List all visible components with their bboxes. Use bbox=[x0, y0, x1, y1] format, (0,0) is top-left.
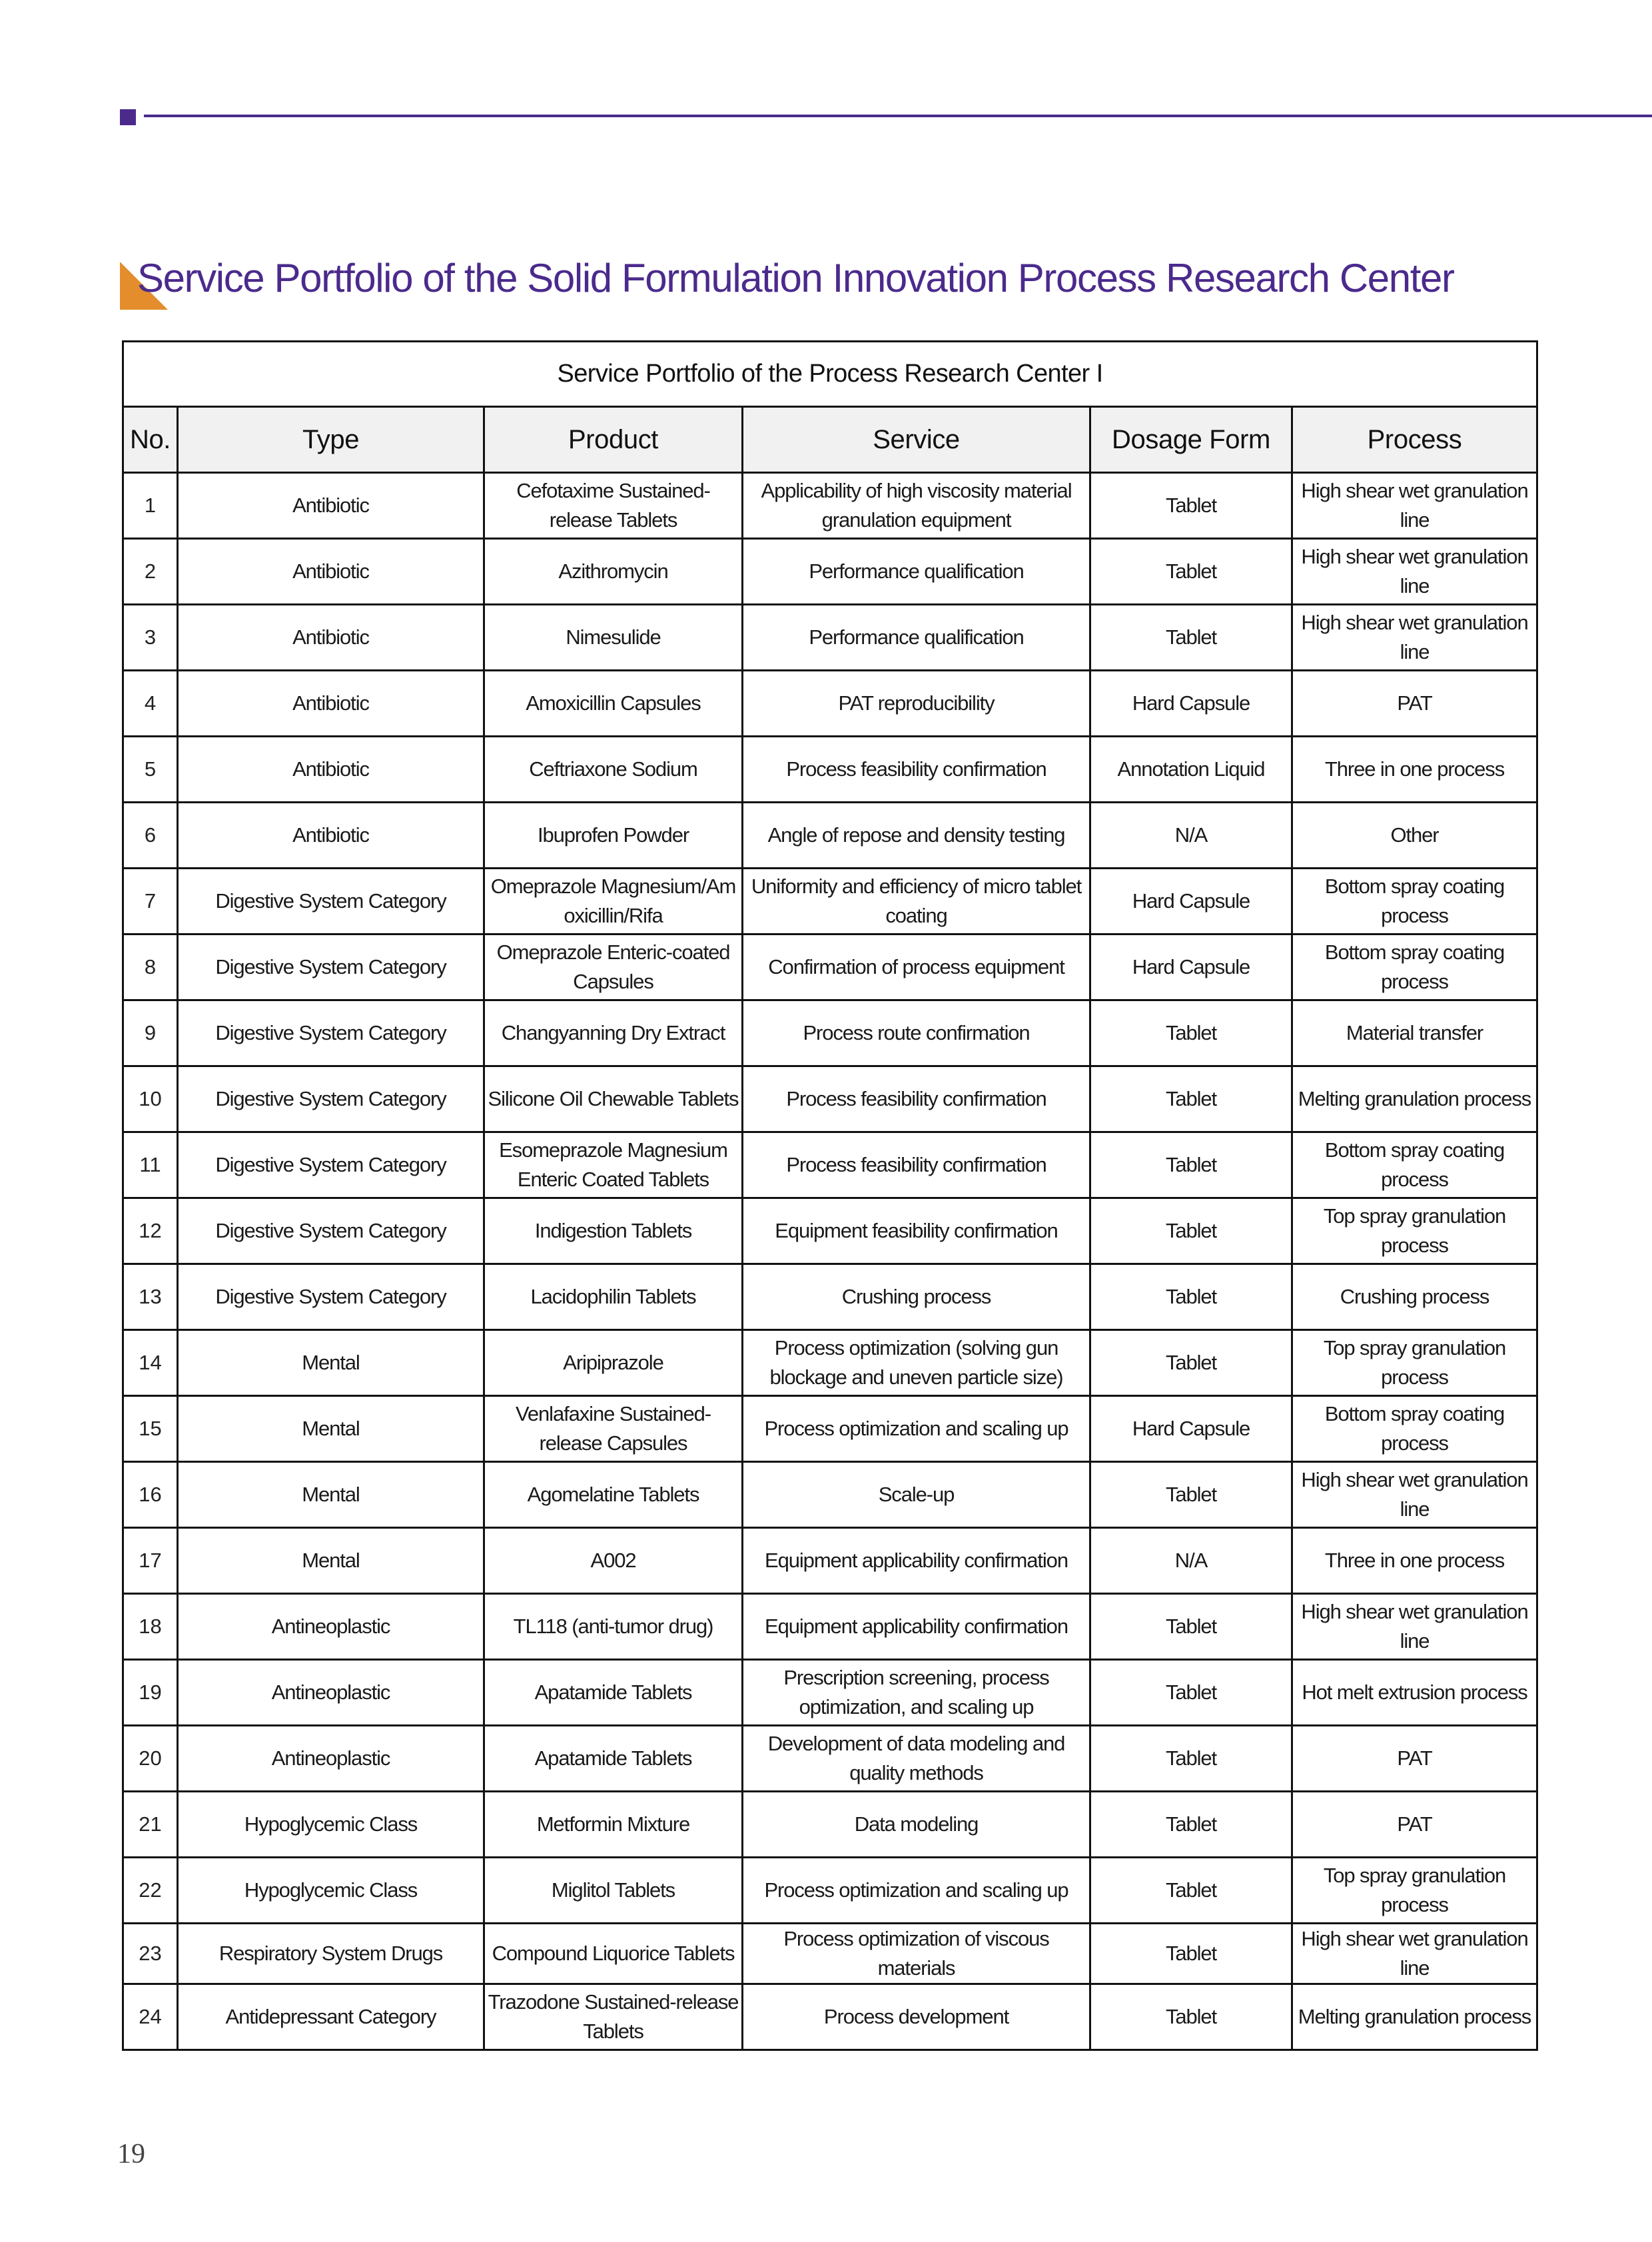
cell-no: 3 bbox=[123, 605, 178, 671]
table-row bbox=[123, 1924, 1537, 1984]
cell-no: 23 bbox=[123, 1924, 178, 1984]
cell-service: Process feasibility confirmation bbox=[743, 1066, 1090, 1132]
cell-dosage-form: N/A bbox=[1090, 803, 1292, 869]
cell-type: Hypoglycemic Class bbox=[178, 1858, 484, 1924]
cell-product: Compound Liquorice Tablets bbox=[484, 1924, 743, 1984]
cell-product: A002 bbox=[484, 1528, 743, 1594]
cell-service: Equipment applicability confirmation bbox=[743, 1528, 1090, 1594]
cell-type: Respiratory System Drugs bbox=[178, 1924, 484, 1984]
cell-service: PAT reproducibility bbox=[743, 671, 1090, 737]
cell-product: Apatamide Tablets bbox=[484, 1660, 743, 1726]
cell-no: 5 bbox=[123, 737, 178, 803]
cell-type: Mental bbox=[178, 1330, 484, 1396]
table-caption: Service Portfolio of the Process Research Center I bbox=[123, 342, 1537, 407]
table-caption-row bbox=[123, 342, 1537, 407]
cell-type: Antibiotic bbox=[178, 605, 484, 671]
cell-process: PAT bbox=[1292, 671, 1537, 737]
cell-process: High shear wet granulation line bbox=[1292, 1924, 1537, 1984]
cell-service: Process optimization of viscous materials bbox=[743, 1924, 1090, 1984]
cell-no: 14 bbox=[123, 1330, 178, 1396]
cell-type: Mental bbox=[178, 1396, 484, 1462]
column-header-service: Service bbox=[743, 407, 1090, 473]
cell-dosage-form: Tablet bbox=[1090, 1924, 1292, 1984]
cell-dosage-form: Tablet bbox=[1090, 1726, 1292, 1792]
cell-no: 19 bbox=[123, 1660, 178, 1726]
cell-product: Omeprazole Magnesium/Amoxicillin/Rifa bbox=[484, 869, 743, 934]
cell-type: Digestive System Category bbox=[178, 934, 484, 1000]
cell-dosage-form: Tablet bbox=[1090, 1594, 1292, 1660]
table-row bbox=[123, 539, 1537, 605]
cell-service: Uniformity and efficiency of micro tablet coating bbox=[743, 869, 1090, 934]
cell-no: 2 bbox=[123, 539, 178, 605]
table-row bbox=[123, 934, 1537, 1000]
cell-dosage-form: Tablet bbox=[1090, 1000, 1292, 1066]
cell-no: 10 bbox=[123, 1066, 178, 1132]
cell-product: Agomelatine Tablets bbox=[484, 1462, 743, 1528]
cell-no: 12 bbox=[123, 1198, 178, 1264]
page-title: Service Portfolio of the Solid Formulation Innovation Process Research Center bbox=[137, 256, 1454, 300]
table-row bbox=[123, 473, 1537, 539]
cell-service: Performance qualification bbox=[743, 539, 1090, 605]
cell-product: Lacidophilin Tablets bbox=[484, 1264, 743, 1330]
cell-process: High shear wet granulation line bbox=[1292, 1594, 1537, 1660]
table-header-row bbox=[123, 407, 1537, 473]
cell-service: Performance qualification bbox=[743, 605, 1090, 671]
cell-no: 11 bbox=[123, 1132, 178, 1198]
table-row bbox=[123, 1330, 1537, 1396]
cell-no: 18 bbox=[123, 1594, 178, 1660]
cell-type: Hypoglycemic Class bbox=[178, 1792, 484, 1858]
cell-dosage-form: Tablet bbox=[1090, 1264, 1292, 1330]
cell-process: Bottom spray coating process bbox=[1292, 1396, 1537, 1462]
cell-service: Angle of repose and density testing bbox=[743, 803, 1090, 869]
column-header-dosage-form: Dosage Form bbox=[1090, 407, 1292, 473]
table-row bbox=[123, 1594, 1537, 1660]
cell-dosage-form: Tablet bbox=[1090, 1330, 1292, 1396]
cell-process: High shear wet granulation line bbox=[1292, 539, 1537, 605]
cell-type: Antineoplastic bbox=[178, 1660, 484, 1726]
cell-process: Crushing process bbox=[1292, 1264, 1537, 1330]
cell-no: 8 bbox=[123, 934, 178, 1000]
cell-product: Miglitol Tablets bbox=[484, 1858, 743, 1924]
cell-no: 16 bbox=[123, 1462, 178, 1528]
cell-dosage-form: Tablet bbox=[1090, 1660, 1292, 1726]
cell-process: PAT bbox=[1292, 1726, 1537, 1792]
column-header-process: Process bbox=[1292, 407, 1537, 473]
cell-product: Trazodone Sustained-release Tablets bbox=[484, 1984, 743, 2050]
service-portfolio-table bbox=[122, 340, 1538, 2051]
cell-type: Digestive System Category bbox=[178, 869, 484, 934]
cell-no: 9 bbox=[123, 1000, 178, 1066]
cell-product: Omeprazole Enteric-coated Capsules bbox=[484, 934, 743, 1000]
cell-dosage-form: N/A bbox=[1090, 1528, 1292, 1594]
cell-process: Material transfer bbox=[1292, 1000, 1537, 1066]
cell-dosage-form: Tablet bbox=[1090, 1792, 1292, 1858]
cell-service: Process development bbox=[743, 1984, 1090, 2050]
table-row bbox=[123, 1198, 1537, 1264]
cell-dosage-form: Tablet bbox=[1090, 1858, 1292, 1924]
table-row bbox=[123, 1396, 1537, 1462]
cell-type: Antibiotic bbox=[178, 803, 484, 869]
cell-process: Melting granulation process bbox=[1292, 1984, 1537, 2050]
table-row bbox=[123, 1726, 1537, 1792]
cell-process: High shear wet granulation line bbox=[1292, 473, 1537, 539]
cell-dosage-form: Hard Capsule bbox=[1090, 671, 1292, 737]
cell-no: 17 bbox=[123, 1528, 178, 1594]
cell-product: Azithromycin bbox=[484, 539, 743, 605]
cell-type: Mental bbox=[178, 1462, 484, 1528]
cell-no: 7 bbox=[123, 869, 178, 934]
cell-service: Scale-up bbox=[743, 1462, 1090, 1528]
cell-type: Antineoplastic bbox=[178, 1726, 484, 1792]
cell-no: 4 bbox=[123, 671, 178, 737]
cell-service: Process optimization (solving gun blockage and uneven particle size) bbox=[743, 1330, 1090, 1396]
table-row bbox=[123, 737, 1537, 803]
cell-service: Process optimization and scaling up bbox=[743, 1396, 1090, 1462]
cell-product: Amoxicillin Capsules bbox=[484, 671, 743, 737]
cell-no: 1 bbox=[123, 473, 178, 539]
cell-product: Ibuprofen Powder bbox=[484, 803, 743, 869]
cell-no: 21 bbox=[123, 1792, 178, 1858]
cell-dosage-form: Tablet bbox=[1090, 1462, 1292, 1528]
cell-type: Antibiotic bbox=[178, 737, 484, 803]
table-row bbox=[123, 605, 1537, 671]
cell-dosage-form: Tablet bbox=[1090, 539, 1292, 605]
cell-service: Development of data modeling and quality methods bbox=[743, 1726, 1090, 1792]
cell-process: High shear wet granulation line bbox=[1292, 1462, 1537, 1528]
table-row bbox=[123, 1528, 1537, 1594]
cell-type: Digestive System Category bbox=[178, 1132, 484, 1198]
cell-product: Esomeprazole Magnesium Enteric Coated Tablets bbox=[484, 1132, 743, 1198]
cell-product: TL118 (anti-tumor drug) bbox=[484, 1594, 743, 1660]
cell-process: Bottom spray coating process bbox=[1292, 1132, 1537, 1198]
cell-dosage-form: Tablet bbox=[1090, 1198, 1292, 1264]
header-rule bbox=[144, 115, 1652, 117]
cell-service: Crushing process bbox=[743, 1264, 1090, 1330]
cell-product: Apatamide Tablets bbox=[484, 1726, 743, 1792]
page-number: 19 bbox=[117, 2139, 145, 2169]
cell-type: Mental bbox=[178, 1528, 484, 1594]
header-square-marker bbox=[120, 109, 136, 125]
cell-process: Bottom spray coating process bbox=[1292, 869, 1537, 934]
cell-dosage-form: Hard Capsule bbox=[1090, 869, 1292, 934]
cell-dosage-form: Tablet bbox=[1090, 1984, 1292, 2050]
table-row bbox=[123, 1792, 1537, 1858]
cell-product: Indigestion Tablets bbox=[484, 1198, 743, 1264]
cell-type: Antibiotic bbox=[178, 671, 484, 737]
table-row bbox=[123, 803, 1537, 869]
cell-product: Changyanning Dry Extract bbox=[484, 1000, 743, 1066]
cell-dosage-form: Tablet bbox=[1090, 1066, 1292, 1132]
cell-process: Melting granulation process bbox=[1292, 1066, 1537, 1132]
table-row bbox=[123, 1462, 1537, 1528]
cell-type: Antineoplastic bbox=[178, 1594, 484, 1660]
cell-no: 13 bbox=[123, 1264, 178, 1330]
cell-process: PAT bbox=[1292, 1792, 1537, 1858]
cell-service: Applicability of high viscosity material granulation equipment bbox=[743, 473, 1090, 539]
cell-product: Nimesulide bbox=[484, 605, 743, 671]
cell-type: Digestive System Category bbox=[178, 1000, 484, 1066]
cell-process: Three in one process bbox=[1292, 737, 1537, 803]
cell-type: Digestive System Category bbox=[178, 1264, 484, 1330]
cell-dosage-form: Tablet bbox=[1090, 473, 1292, 539]
cell-service: Equipment applicability confirmation bbox=[743, 1594, 1090, 1660]
table-row bbox=[123, 1984, 1537, 2050]
table-row bbox=[123, 1660, 1537, 1726]
cell-type: Antibiotic bbox=[178, 473, 484, 539]
cell-product: Aripiprazole bbox=[484, 1330, 743, 1396]
cell-service: Process route confirmation bbox=[743, 1000, 1090, 1066]
table-row bbox=[123, 1066, 1537, 1132]
cell-type: Antidepressant Category bbox=[178, 1984, 484, 2050]
cell-service: Data modeling bbox=[743, 1792, 1090, 1858]
cell-dosage-form: Annotation Liquid bbox=[1090, 737, 1292, 803]
cell-product: Cefotaxime Sustained-release Tablets bbox=[484, 473, 743, 539]
table-row bbox=[123, 1132, 1537, 1198]
cell-service: Prescription screening, process optimization, and scaling up bbox=[743, 1660, 1090, 1726]
cell-no: 15 bbox=[123, 1396, 178, 1462]
cell-no: 24 bbox=[123, 1984, 178, 2050]
cell-process: Three in one process bbox=[1292, 1528, 1537, 1594]
cell-service: Equipment feasibility confirmation bbox=[743, 1198, 1090, 1264]
cell-type: Antibiotic bbox=[178, 539, 484, 605]
table-row bbox=[123, 671, 1537, 737]
table-row bbox=[123, 869, 1537, 934]
cell-service: Process feasibility confirmation bbox=[743, 1132, 1090, 1198]
column-header-no: No. bbox=[123, 407, 178, 473]
column-header-type: Type bbox=[178, 407, 484, 473]
cell-type: Digestive System Category bbox=[178, 1066, 484, 1132]
cell-product: Silicone Oil Chewable Tablets bbox=[484, 1066, 743, 1132]
cell-dosage-form: Hard Capsule bbox=[1090, 1396, 1292, 1462]
cell-process: Top spray granulation process bbox=[1292, 1330, 1537, 1396]
cell-product: Metformin Mixture bbox=[484, 1792, 743, 1858]
cell-service: Confirmation of process equipment bbox=[743, 934, 1090, 1000]
cell-no: 20 bbox=[123, 1726, 178, 1792]
cell-product: Venlafaxine Sustained-release Capsules bbox=[484, 1396, 743, 1462]
cell-process: Other bbox=[1292, 803, 1537, 869]
table-row bbox=[123, 1000, 1537, 1066]
cell-no: 6 bbox=[123, 803, 178, 869]
table-row bbox=[123, 1858, 1537, 1924]
cell-dosage-form: Tablet bbox=[1090, 605, 1292, 671]
cell-process: High shear wet granulation line bbox=[1292, 605, 1537, 671]
cell-process: Top spray granulation process bbox=[1292, 1198, 1537, 1264]
cell-service: Process feasibility confirmation bbox=[743, 737, 1090, 803]
cell-no: 22 bbox=[123, 1858, 178, 1924]
table-row bbox=[123, 1264, 1537, 1330]
cell-process: Bottom spray coating process bbox=[1292, 934, 1537, 1000]
cell-dosage-form: Hard Capsule bbox=[1090, 934, 1292, 1000]
column-header-product: Product bbox=[484, 407, 743, 473]
cell-process: Hot melt extrusion process bbox=[1292, 1660, 1537, 1726]
cell-service: Process optimization and scaling up bbox=[743, 1858, 1090, 1924]
cell-dosage-form: Tablet bbox=[1090, 1132, 1292, 1198]
cell-product: Ceftriaxone Sodium bbox=[484, 737, 743, 803]
cell-process: Top spray granulation process bbox=[1292, 1858, 1537, 1924]
cell-type: Digestive System Category bbox=[178, 1198, 484, 1264]
